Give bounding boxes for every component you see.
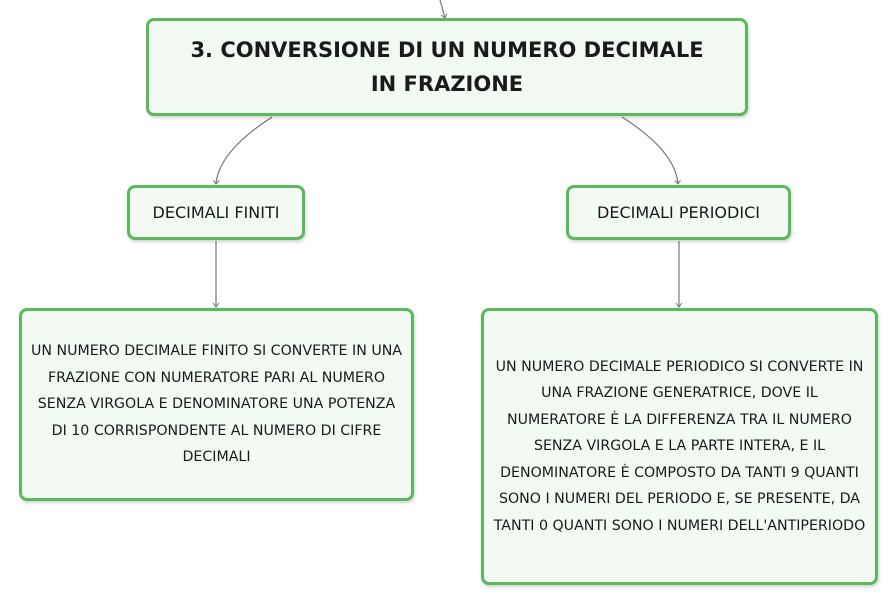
decimali-finiti-description: UN NUMERO DECIMALE FINITO SI CONVERTE IN UNA FRAZIONE CON NUMERATORE PARI AL NUMERO SENZA VIRGOLA E DENOMINATORE UNA POTENZA DI 10 CORRISPONDENTE AL NUMERO DI CIFRE DECIMALI [30,343,403,466]
decimali-finiti-label: DECIMALI FINITI [152,203,280,222]
root-topic-label: 3. CONVERSIONE DI UN NUMERO DECIMALE IN FRAZIONE [190,38,704,96]
decimali-periodici-node[interactable] [566,185,791,240]
root-topic-node[interactable] [146,18,748,116]
connector-root-to-periodici [622,117,678,184]
decimali-periodici-description-node[interactable] [481,308,878,585]
incoming-connector [440,0,445,18]
decimali-finiti-node[interactable] [127,185,305,240]
connector-root-to-finiti [216,117,272,184]
decimali-finiti-description-node[interactable] [19,308,414,501]
decimali-periodici-label: DECIMALI PERIODICI [597,203,760,222]
decimali-periodici-description: UN NUMERO DECIMALE PERIODICO SI CONVERTE IN UNA FRAZIONE GENERATRICE, DOVE IL NUMERATORE È LA DIFFERENZA TRA IL NUMERO SENZA VIRGOLA E LA PARTE INTERA, E IL DENOMINATORE È COMPOSTO DA TANTI 9 QUANTI SONO I NUMERI DEL PERIODO E, SE PRESENTE, DA TANTI 0 QUANTI SONO I NUMERI DELL'ANTIPERIODO [493,358,866,534]
